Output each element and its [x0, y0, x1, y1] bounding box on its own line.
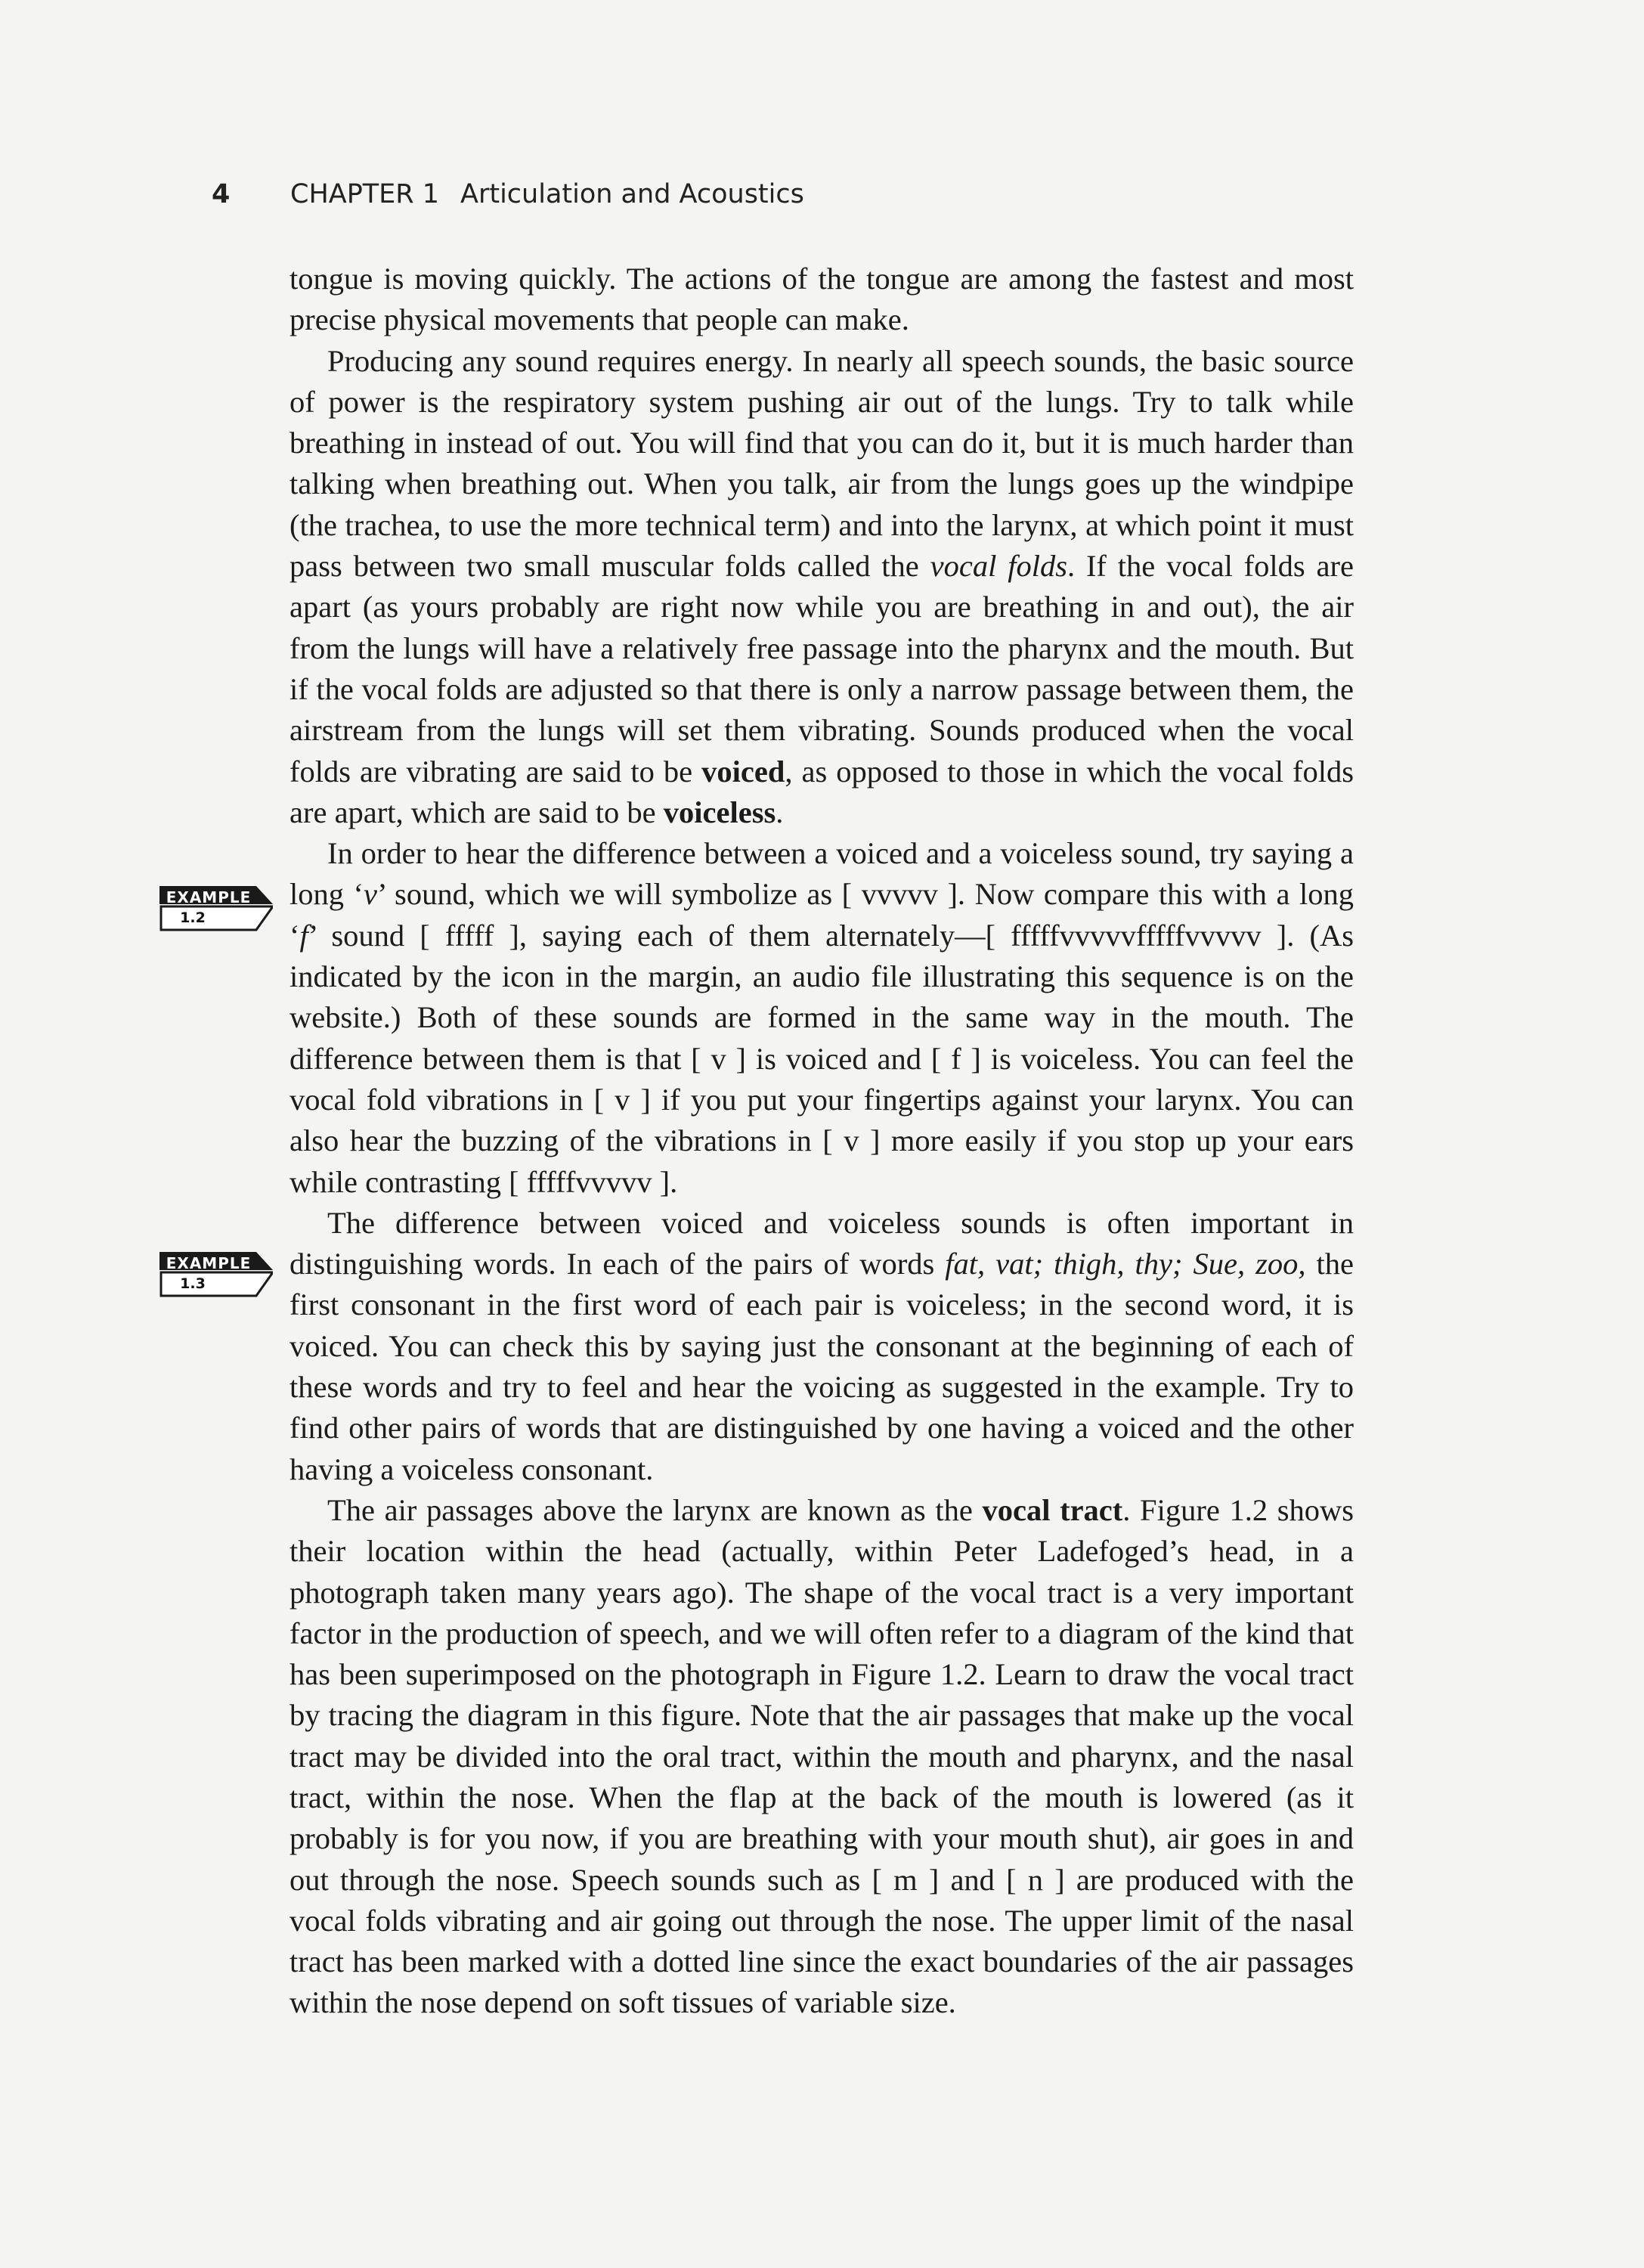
term-vocal-tract: vocal tract	[982, 1492, 1123, 1527]
chapter-number: CHAPTER 1	[290, 179, 440, 209]
running-header	[212, 175, 804, 213]
term-vocal-folds: vocal folds	[930, 549, 1067, 584]
paragraph: The air passages above the larynx are known as the vocal tract. Figure 1.2 shows their location within the head (actually, within Peter Ladefoged’s head, in a photograph taken many years ago). The shape of the vocal tract is a very important factor in the production of speech, and we will often refer to a diagram of the kind that has been superimposed on the photograph in Figure 1.2. Learn to draw the vocal tract by tracing the diagram in this figure. Note that the air passages that make up the vocal tract may be divided into the oral tract, within the mouth and pharynx, and the nasal tract, within the nose. When the flap at the back of the mouth is lowered (as it probably is for you now, if you are breathing with your mouth shut), air goes in and out through the nose. Speech sounds such as [ m ] and [ n ] are produced with the vocal folds vibrating and air going out through the nose. The upper limit of the nasal tract has been marked with a dotted line since the exact boundaries of the air passages within the nose depend on soft tissues of variable size.	[289, 1492, 1354, 2020]
example-audio-icon[interactable]	[159, 886, 273, 934]
example-word-pairs: fat, vat; thigh, thy; Sue, zoo,	[945, 1247, 1306, 1281]
example-label: EXAMPLE	[166, 1254, 252, 1272]
term-voiced: voiced	[701, 754, 785, 789]
example-audio-icon[interactable]	[159, 1252, 273, 1300]
example-label: EXAMPLE	[166, 888, 252, 906]
paragraph: The difference between voiced and voiceless sounds is often important in distinguishing words. In each of the pairs of words fat, vat; thigh, thy; Sue, zoo, the first consonant in the first word of each pair is voiceless; in the second word, it is voiced. You can check this by saying just the consonant at the beginning of each of these words and try to feel and hear the voicing as suggested in the example. Try to find other pairs of words that are distinguished by one having a voiced and the other having a voiceless consonant.	[289, 1205, 1354, 1486]
example-number: 1.2	[180, 909, 206, 926]
body-text	[289, 259, 1354, 2024]
term-voiceless: voiceless	[663, 795, 776, 829]
paragraph: In order to hear the difference between a voiced and a voiceless sound, try saying a long ‘v’ sound, which we will symbolize as [ vvvvv ]. Now compare this with a long ‘f’ sound [ fffff ], saying each of them alternately—[ fffffvvvvvfffffvvvvv ]. (As indicated by the icon in the margin, an audio file illustrating this sequence is on the website.) Both of these sounds are formed in the same way in the mouth. The difference between them is that [ v ] is voiced and [ f ] is voiceless. You can feel the vocal fold vibrations in [ v ] if you put your fingertips against your larynx. You can also hear the buzzing of the vibrations in [ v ] more easily if you stop up your ears while contrasting [ fffffvvvvv ].	[289, 836, 1354, 1199]
chapter-title: Articulation and Acoustics	[460, 179, 804, 209]
example-number: 1.3	[180, 1275, 206, 1292]
page-number: 4	[212, 179, 231, 209]
paragraph: tongue is moving quickly. The actions of the tongue are among the fastest and most precise physical movements that people can make.	[289, 262, 1354, 337]
paragraph: Producing any sound requires energy. In nearly all speech sounds, the basic source of power is the respiratory system pushing air out of the lungs. Try to talk while breathing in instead of out. You will find that you can do it, but it is much harder than talking when breathing out. When you talk, air from the lungs goes up the windpipe (the trachea, to use the more technical term) and into the larynx, at which point it must pass between two small muscular folds called the vocal folds. If the vocal folds are apart (as yours probably are right now while you are breathing in and out), the air from the lungs will have a relatively free passage into the pharynx and the mouth. But if the vocal folds are adjusted so that there is only a narrow passage between them, the airstream from the lungs will set them vibrating. Sounds produced when the vocal folds are vibrating are said to be voiced, as opposed to those in which the vocal folds are apart, which are said to be voiceless.	[289, 343, 1354, 829]
